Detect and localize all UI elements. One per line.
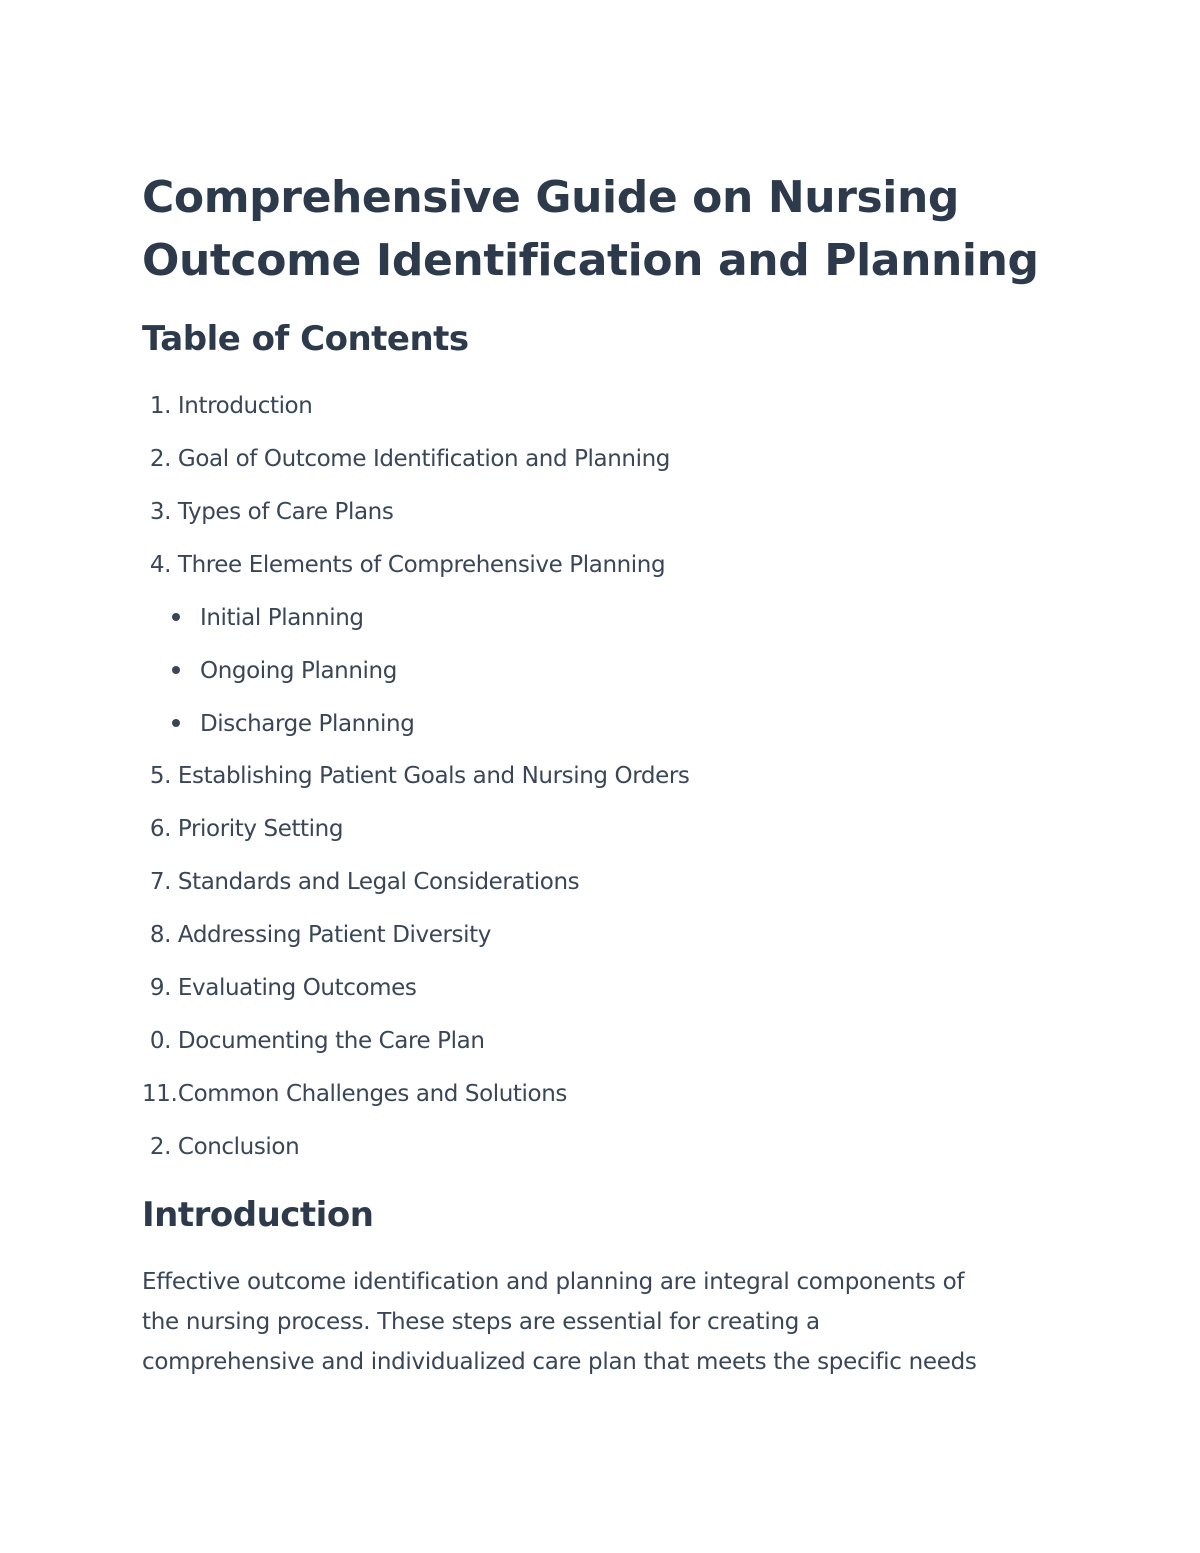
toc-item-standards[interactable]: [142, 862, 579, 902]
toc-item-number: 4.: [149, 552, 171, 578]
bullet-icon: [172, 613, 180, 621]
toc-subitem-label: Discharge Planning: [200, 711, 415, 737]
toc-item-conclusion[interactable]: [142, 1127, 299, 1167]
toc-item-types-of-care-plans[interactable]: [142, 492, 393, 532]
document-page: [142, 0, 1072, 1553]
toc-item-common-challenges[interactable]: [142, 1074, 567, 1114]
toc-item-label: Standards and Legal Considerations: [177, 869, 580, 895]
toc-item-number: 2.: [149, 1134, 171, 1160]
introduction-heading: Introduction: [142, 1195, 374, 1235]
toc-item-documenting[interactable]: [142, 1021, 485, 1061]
toc-item-number: 3.: [149, 499, 171, 525]
bullet-icon: [172, 719, 180, 727]
toc-item-label: Addressing Patient Diversity: [177, 922, 491, 948]
document-title-line-1: Comprehensive Guide on Nursing: [142, 172, 959, 223]
toc-item-label: Documenting the Care Plan: [177, 1028, 485, 1054]
toc-subitem-discharge-planning[interactable]: [172, 704, 414, 744]
toc-subitem-initial-planning[interactable]: [172, 598, 364, 638]
toc-item-label: Common Challenges and Solutions: [177, 1081, 567, 1107]
toc-item-number: 0.: [149, 1028, 171, 1054]
paragraph-line: Effective outcome identification and planning are integral components of: [142, 1269, 965, 1295]
toc-subitem-label: Ongoing Planning: [200, 658, 397, 684]
toc-item-number: 8.: [149, 922, 171, 948]
toc-heading: Table of Contents: [142, 319, 469, 359]
toc-item-goal[interactable]: [142, 439, 670, 479]
toc-item-priority-setting[interactable]: [142, 809, 343, 849]
document-title: [142, 166, 1072, 292]
toc-item-label: Introduction: [177, 393, 313, 419]
toc-item-number: 5.: [149, 763, 171, 789]
toc-item-number: 1.: [149, 393, 171, 419]
toc-item-evaluating-outcomes[interactable]: [142, 968, 416, 1008]
toc-item-label: Types of Care Plans: [177, 499, 394, 525]
toc-item-three-elements[interactable]: [142, 545, 665, 585]
document-title-line-2: Outcome Identification and Planning: [142, 235, 1039, 286]
toc-item-label: Conclusion: [177, 1134, 300, 1160]
toc-subitem-label: Initial Planning: [200, 605, 364, 631]
toc-item-label: Evaluating Outcomes: [177, 975, 417, 1001]
toc-item-number: 2.: [149, 446, 171, 472]
toc-item-label: Priority Setting: [177, 816, 344, 842]
toc-item-number: 11.: [142, 1081, 178, 1107]
toc-item-patient-diversity[interactable]: [142, 915, 491, 955]
toc-item-number: 6.: [149, 816, 171, 842]
toc-item-label: Establishing Patient Goals and Nursing Orders: [177, 763, 690, 789]
toc-item-introduction[interactable]: [142, 386, 312, 426]
bullet-icon: [172, 666, 180, 674]
toc-item-number: 7.: [149, 869, 171, 895]
toc-item-establishing-goals[interactable]: [142, 756, 689, 796]
toc-item-label: Three Elements of Comprehensive Planning: [177, 552, 666, 578]
toc-subitem-ongoing-planning[interactable]: [172, 651, 397, 691]
toc-item-number: 9.: [149, 975, 171, 1001]
paragraph-line: comprehensive and individualized care plan that meets the specific needs: [142, 1349, 977, 1375]
toc-item-label: Goal of Outcome Identification and Planning: [177, 446, 670, 472]
paragraph-line: the nursing process. These steps are essential for creating a: [142, 1309, 820, 1335]
